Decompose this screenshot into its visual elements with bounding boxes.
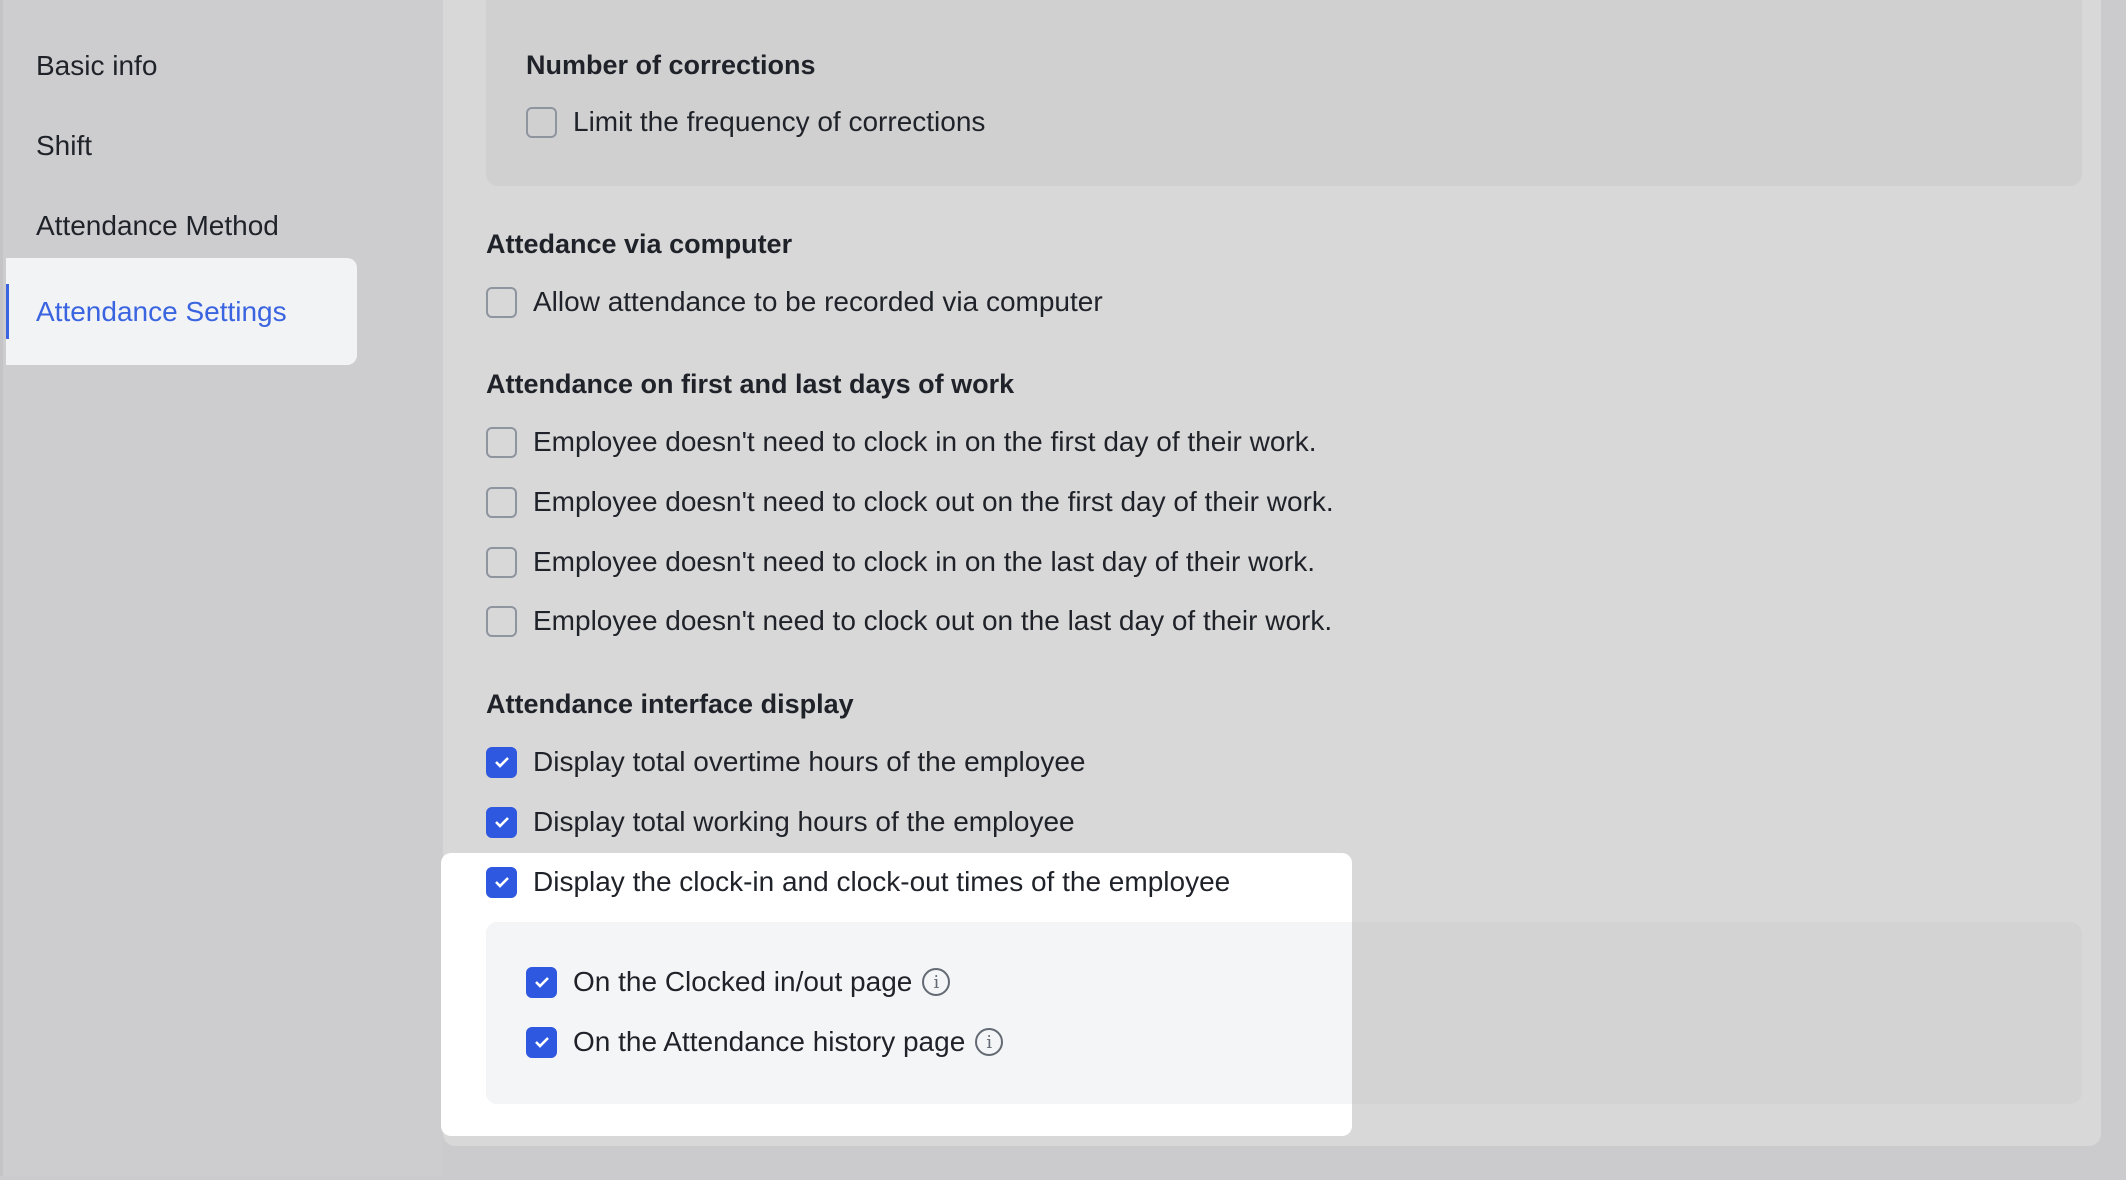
sidebar-item-label: Attendance Settings [36,295,287,327]
option-label: Limit the frequency of corrections [573,106,986,137]
option-label: Display total working hours of the employee [533,806,1075,837]
display-overtime-checkbox[interactable] [486,746,1086,778]
option-label: Employee doesn't need to clock in on the last day of their work. [533,546,1316,577]
option-label: Employee doesn't need to clock out on the first day of their work. [533,486,1334,517]
section-title-first-last: Attendance on first and last days of work [486,369,1015,399]
section-title-display: Attendance interface display [486,689,854,719]
checkbox-checked-icon [526,967,557,998]
first-day-clock-in-checkbox[interactable] [486,426,1317,458]
option-label: Display total overtime hours of the employee [533,746,1086,777]
option-label: On the Attendance history page [573,1026,966,1057]
checkbox-icon [486,287,517,318]
checkbox-checked-icon [486,807,517,838]
display-working-hours-checkbox[interactable] [486,806,1075,838]
first-day-clock-out-checkbox[interactable] [486,486,1334,518]
info-icon[interactable]: i [975,1028,1003,1056]
section-title-corrections: Number of corrections [526,50,816,80]
sidebar-item-label: Attendance Method [36,209,279,241]
sidebar-item-label: Basic info [36,49,158,81]
section-title-computer: Attedance via computer [486,229,793,259]
corrections-card [486,0,2082,186]
sidebar-item-label: Shift [36,129,93,161]
limit-corrections-checkbox[interactable] [526,106,985,138]
sub-options-card [486,922,2082,1104]
option-label: On the Clocked in/out page [573,966,913,997]
checkbox-icon [486,606,517,637]
option-label: Employee doesn't need to clock out on the last day of their work. [533,605,1333,636]
last-day-clock-out-checkbox[interactable] [486,605,1332,637]
option-label: Employee doesn't need to clock in on the first day of their work. [533,426,1317,457]
checkbox-checked-icon [486,747,517,778]
checkbox-checked-icon [526,1027,557,1058]
option-label: Display the clock-in and clock-out times of the employee [533,866,1231,897]
checkbox-icon [486,547,517,578]
clocked-in-out-page-checkbox[interactable] [526,966,950,998]
last-day-clock-in-checkbox[interactable] [486,546,1315,578]
info-icon[interactable]: i [922,968,950,996]
attendance-history-page-checkbox[interactable] [526,1026,1003,1058]
display-clock-times-checkbox[interactable] [486,866,1230,898]
option-label: Allow attendance to be recorded via computer [533,286,1103,317]
sidebar [0,0,443,1176]
checkbox-icon [526,107,557,138]
checkbox-icon [486,427,517,458]
checkbox-icon [486,487,517,518]
allow-computer-checkbox[interactable] [486,286,1103,318]
checkbox-checked-icon [486,867,517,898]
sidebar-item-attendance-settings[interactable] [6,258,357,365]
